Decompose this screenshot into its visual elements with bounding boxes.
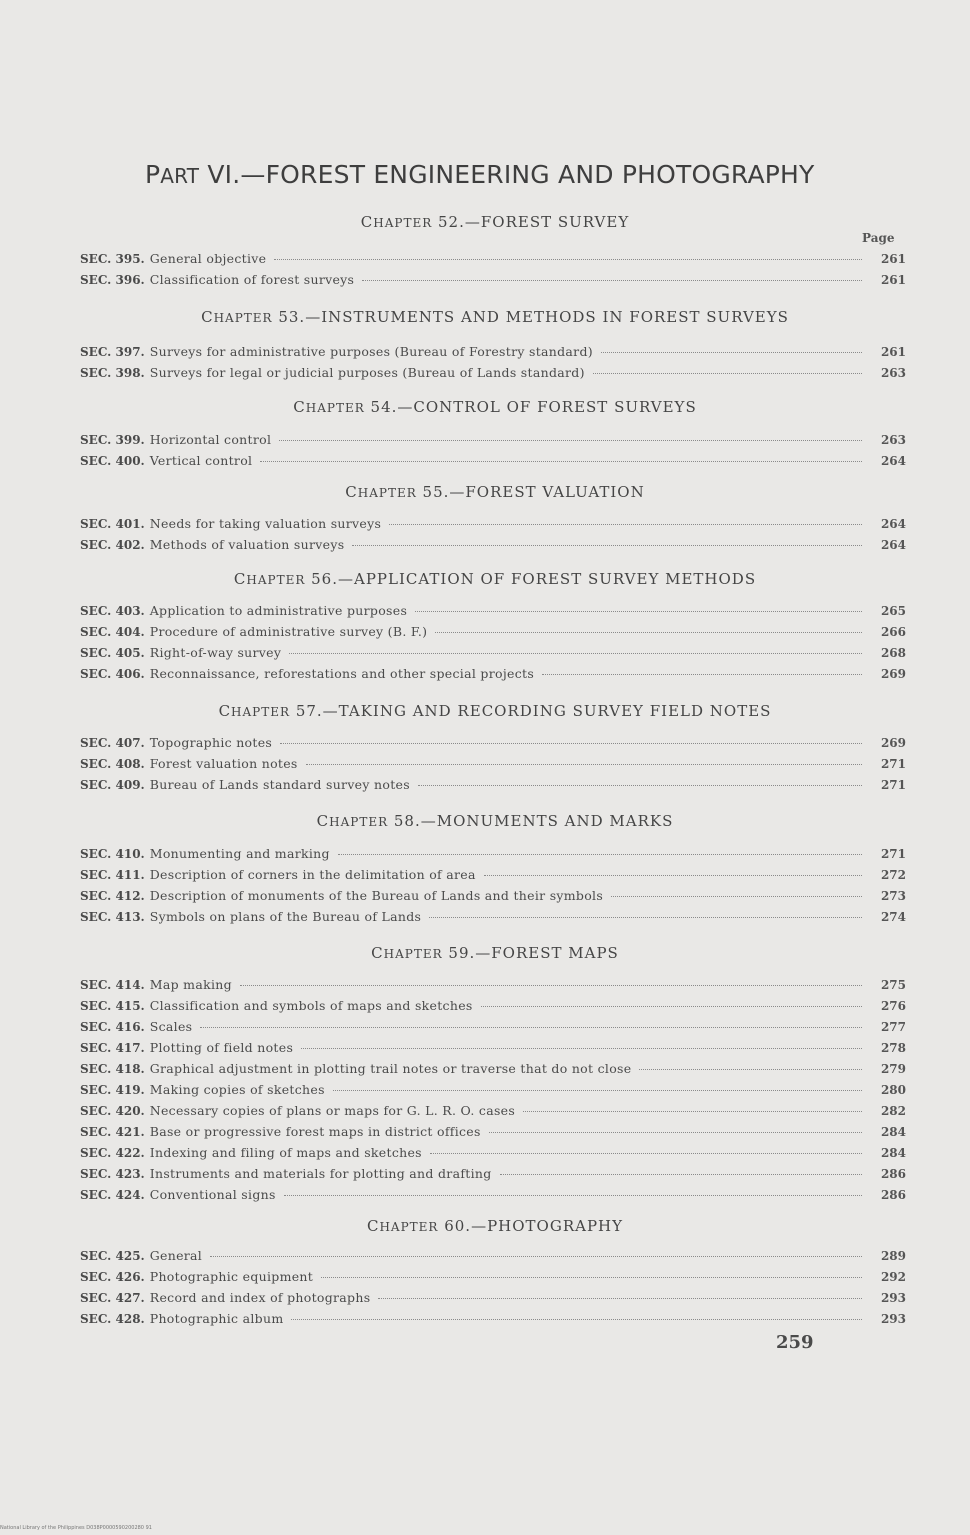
toc-entry: [80, 867, 906, 885]
section-title: General objective: [149, 251, 267, 266]
toc-entry: [80, 909, 906, 927]
section-number: SEC. 398.: [80, 366, 145, 380]
leader-dots: [500, 1174, 862, 1175]
section-title: Necessary copies of plans or maps for G. L. R. O. cases: [149, 1103, 516, 1118]
part-title-text: VI.—FOREST ENGINEERING AND PHOTOGRAPHY: [199, 160, 815, 189]
chapter-word: HAPTER: [246, 573, 306, 587]
section-page: 264: [880, 517, 906, 531]
section-title: Monumenting and marking: [149, 846, 330, 861]
section-title: Indexing and filing of maps and sketches: [149, 1145, 422, 1160]
section-number: SEC. 408.: [80, 757, 145, 771]
leader-dots: [489, 1132, 862, 1133]
leader-dots: [306, 764, 862, 765]
chapter-title: 54.—CONTROL OF FOREST SURVEYS: [364, 398, 697, 416]
section-title: Classification of forest surveys: [149, 272, 355, 287]
leader-dots: [200, 1027, 862, 1028]
leader-dots: [429, 917, 862, 918]
section-title: Symbols on plans of the Bureau of Lands: [149, 909, 422, 924]
section-title: Description of monuments of the Bureau of Lands and their symbols: [149, 888, 604, 903]
toc-entry: [80, 624, 906, 642]
toc-entry: [80, 251, 906, 269]
toc-entry: [80, 344, 906, 362]
section-title: Right-of-way survey: [149, 645, 282, 660]
section-page: 277: [880, 1020, 906, 1034]
toc-entry: [80, 735, 906, 753]
section-page: 284: [880, 1146, 906, 1160]
leader-dots: [639, 1069, 862, 1070]
leader-dots: [321, 1277, 862, 1278]
toc-entry: [80, 1248, 906, 1266]
section-page: 271: [880, 778, 906, 792]
chapter-heading: [80, 398, 910, 416]
section-title: Bureau of Lands standard survey notes: [149, 777, 410, 792]
page-column-label: Page: [862, 231, 895, 245]
toc-entry: [80, 777, 906, 795]
section-number: SEC. 410.: [80, 847, 145, 861]
chapter-word: HAPTER: [305, 401, 365, 415]
leader-dots: [484, 875, 862, 876]
leader-dots: [338, 854, 862, 855]
section-title: Photographic album: [149, 1311, 284, 1326]
section-title: Vertical control: [149, 453, 253, 468]
part-prefix-rest: ART: [160, 164, 200, 188]
chapter-word: HAPTER: [329, 815, 389, 829]
chapter-heading: [80, 213, 910, 231]
chapter-title: 59.—FOREST MAPS: [442, 944, 619, 962]
section-page: 284: [880, 1125, 906, 1139]
section-page: 272: [880, 868, 906, 882]
chapter-word: HAPTER: [373, 216, 433, 230]
section-number: SEC. 416.: [80, 1020, 145, 1034]
chapter-title: 58.—MONUMENTS AND MARKS: [388, 812, 674, 830]
section-title: Topographic notes: [149, 735, 273, 750]
section-page: 292: [880, 1270, 906, 1284]
toc-entry: [80, 453, 906, 471]
section-title: Surveys for administrative purposes (Bureau of Forestry standard): [149, 344, 593, 359]
section-page: 268: [880, 646, 906, 660]
chapter-title: 53.—INSTRUMENTS AND METHODS IN FOREST SURVEYS: [272, 308, 789, 326]
section-number: SEC. 401.: [80, 517, 145, 531]
section-page: 269: [880, 667, 906, 681]
leader-dots: [378, 1298, 862, 1299]
section-number: SEC. 395.: [80, 252, 145, 266]
leader-dots: [542, 674, 862, 675]
leader-dots: [260, 461, 862, 462]
leader-dots: [284, 1195, 862, 1196]
section-number: SEC. 411.: [80, 868, 145, 882]
scan-footer: National Library of the Philippines D038P0000590200280 91: [0, 1525, 152, 1531]
section-title: Description of corners in the delimitation of area: [149, 867, 476, 882]
section-page: 265: [880, 604, 906, 618]
section-number: SEC. 420.: [80, 1104, 145, 1118]
section-number: SEC. 403.: [80, 604, 145, 618]
section-title: Horizontal control: [149, 432, 272, 447]
section-number: SEC. 418.: [80, 1062, 145, 1076]
section-number: SEC. 415.: [80, 999, 145, 1013]
section-title: Graphical adjustment in plotting trail notes or traverse that do not close: [149, 1061, 632, 1076]
toc-entry: [80, 1040, 906, 1058]
section-number: SEC. 414.: [80, 978, 145, 992]
section-title: Methods of valuation surveys: [149, 537, 345, 552]
section-title: Surveys for legal or judicial purposes (Bureau of Lands standard): [149, 365, 585, 380]
section-number: SEC. 423.: [80, 1167, 145, 1181]
section-title: Reconnaissance, reforestations and other special projects: [149, 666, 535, 681]
section-page: 280: [880, 1083, 906, 1097]
toc-entry: [80, 1082, 906, 1100]
toc-entry: [80, 1124, 906, 1142]
chapter-cap: C: [233, 570, 247, 588]
chapter-word: HAPTER: [231, 705, 291, 719]
leader-dots: [210, 1256, 862, 1257]
section-page: 261: [880, 273, 906, 287]
section-number: SEC. 425.: [80, 1249, 145, 1263]
section-number: SEC. 412.: [80, 889, 145, 903]
toc-entry: [80, 1290, 906, 1308]
section-title: Plotting of field notes: [149, 1040, 294, 1055]
part-prefix-cap: P: [145, 160, 161, 189]
section-number: SEC. 413.: [80, 910, 145, 924]
toc-entry: [80, 1019, 906, 1037]
leader-dots: [333, 1090, 862, 1091]
page-number: 259: [776, 1332, 814, 1353]
section-page: 278: [880, 1041, 906, 1055]
section-title: Classification and symbols of maps and sketches: [149, 998, 473, 1013]
section-number: SEC. 396.: [80, 273, 145, 287]
toc-entry: [80, 756, 906, 774]
leader-dots: [352, 545, 862, 546]
section-page: 263: [880, 366, 906, 380]
chapter-word: HAPTER: [357, 486, 417, 500]
chapter-title: 55.—FOREST VALUATION: [416, 483, 645, 501]
toc-entry: [80, 537, 906, 555]
chapter-heading: [80, 308, 910, 326]
toc-entry: [80, 645, 906, 663]
toc-entry: [80, 365, 906, 383]
section-number: SEC. 406.: [80, 667, 145, 681]
section-title: Procedure of administrative survey (B. F.): [149, 624, 428, 639]
section-page: 282: [880, 1104, 906, 1118]
toc-entry: [80, 1145, 906, 1163]
section-number: SEC. 424.: [80, 1188, 145, 1202]
toc-entry: [80, 1061, 906, 1079]
section-page: 293: [880, 1291, 906, 1305]
section-number: SEC. 400.: [80, 454, 145, 468]
chapter-title: 56.—APPLICATION OF FOREST SURVEY METHODS: [305, 570, 757, 588]
section-page: 269: [880, 736, 906, 750]
section-number: SEC. 417.: [80, 1041, 145, 1055]
section-number: SEC. 399.: [80, 433, 145, 447]
section-number: SEC. 426.: [80, 1270, 145, 1284]
section-number: SEC. 397.: [80, 345, 145, 359]
leader-dots: [291, 1319, 862, 1320]
section-title: Forest valuation notes: [149, 756, 298, 771]
toc-entry: [80, 1311, 906, 1329]
section-title: Conventional signs: [149, 1187, 276, 1202]
chapter-word: HAPTER: [383, 947, 443, 961]
leader-dots: [279, 440, 862, 441]
leader-dots: [301, 1048, 862, 1049]
toc-entry: [80, 846, 906, 864]
section-number: SEC. 421.: [80, 1125, 145, 1139]
section-page: 273: [880, 889, 906, 903]
section-number: SEC. 419.: [80, 1083, 145, 1097]
chapter-cap: C: [345, 483, 358, 501]
leader-dots: [274, 259, 862, 260]
section-title: Map making: [149, 977, 232, 992]
section-page: 275: [880, 978, 906, 992]
section-title: Photographic equipment: [149, 1269, 314, 1284]
leader-dots: [418, 785, 862, 786]
toc-entry: [80, 272, 906, 290]
section-number: SEC. 427.: [80, 1291, 145, 1305]
section-title: General: [149, 1248, 203, 1263]
section-title: Base or progressive forest maps in district offices: [149, 1124, 481, 1139]
section-number: SEC. 409.: [80, 778, 145, 792]
chapter-cap: C: [360, 213, 374, 231]
chapter-heading: [80, 702, 910, 720]
section-page: 263: [880, 433, 906, 447]
chapter-cap: C: [371, 944, 384, 962]
section-page: 274: [880, 910, 906, 924]
chapter-title: 57.—TAKING AND RECORDING SURVEY FIELD NOTES: [290, 702, 772, 720]
chapter-heading: [80, 944, 910, 962]
section-title: Making copies of sketches: [149, 1082, 325, 1097]
section-title: Record and index of photographs: [149, 1290, 371, 1305]
chapter-word: HAPTER: [213, 311, 273, 325]
section-page: 261: [880, 252, 906, 266]
toc-entry: [80, 1103, 906, 1121]
section-number: SEC. 405.: [80, 646, 145, 660]
chapter-title: 60.—PHOTOGRAPHY: [438, 1217, 624, 1235]
leader-dots: [280, 743, 862, 744]
section-number: SEC. 428.: [80, 1312, 145, 1326]
section-number: SEC. 407.: [80, 736, 145, 750]
section-page: 266: [880, 625, 906, 639]
leader-dots: [611, 896, 862, 897]
leader-dots: [435, 632, 862, 633]
chapter-heading: [80, 1217, 910, 1235]
toc-entry: [80, 1166, 906, 1184]
chapter-word: HAPTER: [379, 1220, 439, 1234]
section-page: 293: [880, 1312, 906, 1326]
section-page: 286: [880, 1167, 906, 1181]
leader-dots: [240, 985, 862, 986]
section-number: SEC. 404.: [80, 625, 145, 639]
chapter-title: 52.—FOREST SURVEY: [432, 213, 630, 231]
section-page: 289: [880, 1249, 906, 1263]
section-page: 276: [880, 999, 906, 1013]
chapter-cap: C: [293, 398, 306, 416]
section-number: SEC. 402.: [80, 538, 145, 552]
section-title: Instruments and materials for plotting and drafting: [149, 1166, 492, 1181]
leader-dots: [389, 524, 862, 525]
leader-dots: [481, 1006, 862, 1007]
section-title: Application to administrative purposes: [149, 603, 408, 618]
section-page: 279: [880, 1062, 906, 1076]
leader-dots: [601, 352, 862, 353]
toc-entry: [80, 1187, 906, 1205]
section-page: 271: [880, 847, 906, 861]
toc-entry: [80, 1269, 906, 1287]
leader-dots: [289, 653, 862, 654]
section-number: SEC. 422.: [80, 1146, 145, 1160]
toc-entry: [80, 603, 906, 621]
toc-entry: [80, 666, 906, 684]
section-page: 264: [880, 538, 906, 552]
toc-entry: [80, 977, 906, 995]
toc-entry: [80, 516, 906, 534]
chapter-cap: C: [366, 1217, 380, 1235]
chapter-heading: [80, 812, 910, 830]
chapter-heading: [80, 570, 910, 588]
section-page: 286: [880, 1188, 906, 1202]
toc-entry: [80, 998, 906, 1016]
leader-dots: [415, 611, 862, 612]
chapter-cap: C: [316, 812, 330, 830]
leader-dots: [523, 1111, 862, 1112]
leader-dots: [430, 1153, 862, 1154]
chapter-cap: C: [218, 702, 232, 720]
toc-entry: [80, 888, 906, 906]
section-page: 271: [880, 757, 906, 771]
leader-dots: [593, 373, 862, 374]
toc-entry: [80, 432, 906, 450]
section-title: Needs for taking valuation surveys: [149, 516, 382, 531]
chapter-cap: C: [201, 308, 214, 326]
leader-dots: [362, 280, 862, 281]
chapter-heading: [80, 483, 910, 501]
section-page: 261: [880, 345, 906, 359]
part-title: [145, 160, 865, 189]
section-page: 264: [880, 454, 906, 468]
section-title: Scales: [149, 1019, 193, 1034]
